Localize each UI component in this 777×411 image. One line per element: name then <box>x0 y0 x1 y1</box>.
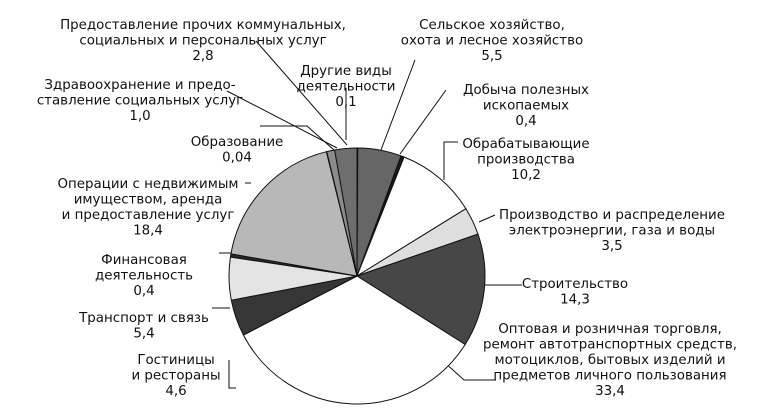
slice-label-line: ремонт автотранспортных средств, <box>483 337 737 353</box>
slice-label-line: Оптовая и розничная торговля, <box>498 322 722 337</box>
slice-label-line: Другие виды <box>300 64 392 79</box>
slice-label-line: Операции с недвижимым <box>57 177 239 192</box>
slice-label-line: Обрабатывающие <box>462 137 590 152</box>
slice-label-14 <box>60 18 346 64</box>
slice-label-line: электроэнергии, газа и воды <box>508 223 716 239</box>
slice-label-6 <box>522 277 628 308</box>
slice-label-line: деятельность <box>94 268 194 284</box>
slice-label-1 <box>297 64 396 110</box>
slice-label-7 <box>483 322 737 399</box>
slice-label-11 <box>57 177 238 239</box>
leader-line-7 <box>443 361 496 380</box>
slice-label-12 <box>191 134 284 166</box>
slice-label-4 <box>462 136 589 183</box>
slice-value: 3,5 <box>601 239 623 254</box>
leader-line-3 <box>400 90 446 154</box>
slice-label-line: и предоставление услуг <box>61 208 235 223</box>
slice-label-9 <box>78 311 209 342</box>
slice-label-line: деятельности <box>296 79 396 95</box>
slice-label-line: Гостиницы <box>137 353 215 368</box>
leader-line-5 <box>479 215 495 222</box>
slice-label-line: производства <box>477 152 575 168</box>
slice-value: 0,1 <box>335 95 357 110</box>
slice-label-line: охота и лесное хозяйство <box>400 33 584 49</box>
slice-value: 1,0 <box>129 109 151 124</box>
leader-line-8 <box>229 360 236 388</box>
slice-label-line: Предоставление прочих коммунальных, <box>60 18 346 33</box>
slice-label-3 <box>463 82 589 129</box>
slice-label-line: Добыча полезных <box>463 83 589 98</box>
slice-value: 10,2 <box>511 168 541 183</box>
slice-label-line: ставление социальных услуг <box>36 93 244 109</box>
slice-label-line: Транспорт и связь <box>79 311 209 326</box>
slice-value: 0,04 <box>222 150 252 166</box>
slice-value: 0,4 <box>133 284 155 299</box>
slice-label-line: Финансовая <box>101 253 187 268</box>
slice-value: 5,5 <box>481 49 503 64</box>
slice-value: 0,4 <box>515 114 537 129</box>
slice-value: 5,4 <box>133 326 155 342</box>
slice-label-line: Сельское хозяйство, <box>419 18 565 33</box>
slice-label-2 <box>401 18 583 64</box>
slice-label-line: Здравоохранение и предо- <box>44 78 236 93</box>
slice-value: 18,4 <box>133 223 163 239</box>
slice-label-line: Производство и распределение <box>499 208 725 223</box>
slice-label-line: имуществом, аренда <box>73 192 223 208</box>
slice-label-10 <box>95 253 193 299</box>
slice-value: 2,8 <box>192 49 214 64</box>
slice-label-line: и рестораны <box>131 368 221 384</box>
slice-label-line: мотоциклов, бытовых изделий и <box>494 353 726 368</box>
leader-line-4 <box>444 142 458 180</box>
slice-label-13 <box>37 78 243 124</box>
slice-label-line: Строительство <box>521 277 629 292</box>
slice-label-line: предметов личного пользования <box>493 368 727 384</box>
slice-value: 14,3 <box>560 292 590 308</box>
slice-label-5 <box>499 208 725 254</box>
slice-label-line: Образование <box>190 135 284 150</box>
slice-label-line: социальных и персональных услуг <box>79 33 327 49</box>
slice-value: 4,6 <box>165 384 187 399</box>
slice-label-line: ископаемых <box>482 98 570 114</box>
slice-label-8 <box>131 353 220 399</box>
slice-value: 33,4 <box>595 384 625 399</box>
pie-slices <box>229 148 485 404</box>
